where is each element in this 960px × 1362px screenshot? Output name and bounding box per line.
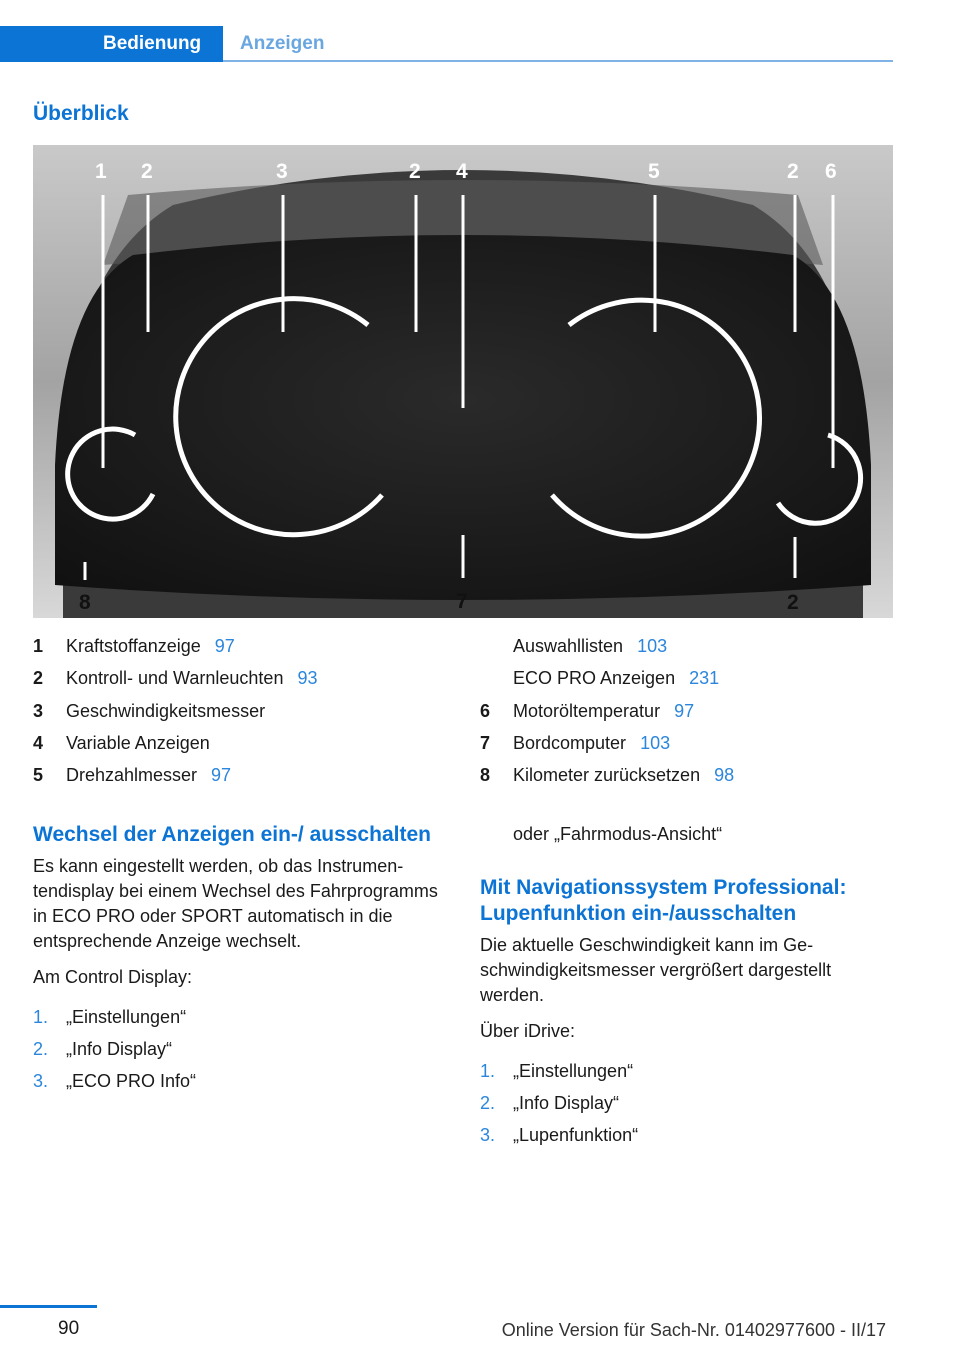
online-version-note: Online Version für Sach-Nr. 01402977600 - II/17: [501, 1320, 886, 1340]
section-heading: Mit Navigationssystem Professional: Lupenfunktion ein-/ausschalten: [480, 876, 847, 925]
list-item: 1. „Einstellungen“: [480, 1061, 634, 1081]
left-column: [33, 822, 443, 1097]
callout-1: 1: [95, 160, 107, 183]
page-ref-link[interactable]: 231: [689, 668, 720, 689]
callout-8: 8: [79, 591, 91, 614]
instrument-cluster-figure: [33, 145, 893, 618]
callout-6: 6: [825, 160, 837, 183]
callout-2b: 2: [409, 160, 421, 183]
list-item: 2. „Info Display“: [33, 1039, 173, 1059]
steps-intro: Über iDrive:: [480, 1021, 576, 1041]
body-paragraph: Es kann eingestellt werden, ob das Instrumentendisplay bei einem Wechsel des Fahrprogramms in ECO PRO oder SPORT automatisch in die entsprechende Anzeige wechselt.: [33, 856, 438, 951]
list-item: 1. „Einstellungen“: [33, 1007, 187, 1027]
tab-bedienung[interactable]: Bedienung: [0, 26, 223, 62]
chapter-tabs: [0, 26, 893, 62]
steps-intro: Am Control Display:: [33, 967, 193, 987]
tab-divider: [223, 60, 893, 62]
callout-2d: 2: [787, 591, 799, 614]
callout-7: 7: [456, 590, 468, 613]
page-ref-link[interactable]: 97: [214, 636, 235, 656]
list-item: 3. „Lupenfunktion“: [480, 1125, 639, 1145]
page-ref-link[interactable]: 98: [714, 765, 735, 786]
continuation-text: oder „Fahrmodus-Ansicht“: [513, 824, 723, 844]
page-ref-link[interactable]: 97: [211, 765, 232, 786]
steps-list: [480, 1055, 900, 1151]
callout-2c: 2: [787, 160, 799, 183]
section-heading: Wechsel der Anzeigen ein-/ ausschalten: [33, 823, 431, 846]
tab-anzeigen[interactable]: Anzeigen: [240, 33, 325, 54]
page-number: 90: [58, 1318, 80, 1339]
page-ref-link[interactable]: 97: [674, 700, 695, 721]
page-ref-link[interactable]: 93: [297, 668, 318, 689]
callout-3: 3: [276, 160, 288, 183]
body-paragraph: Die aktuelle Geschwindigkeit kann im Geschwindigkeitsmesser vergrößert dargestellt werden.: [480, 935, 832, 1005]
steps-list: [33, 1001, 443, 1097]
section-title: Überblick: [33, 102, 129, 125]
footer-rule: [0, 1305, 97, 1308]
callout-5: 5: [648, 160, 660, 183]
callout-2a: 2: [141, 160, 153, 183]
page-ref-link[interactable]: 103: [637, 636, 668, 656]
list-item: 3. „ECO PRO Info“: [33, 1071, 197, 1091]
list-item: 2. „Info Display“: [480, 1093, 620, 1113]
page-ref-link[interactable]: 103: [640, 732, 671, 753]
right-column: [480, 822, 900, 1151]
callout-4: 4: [456, 160, 468, 183]
